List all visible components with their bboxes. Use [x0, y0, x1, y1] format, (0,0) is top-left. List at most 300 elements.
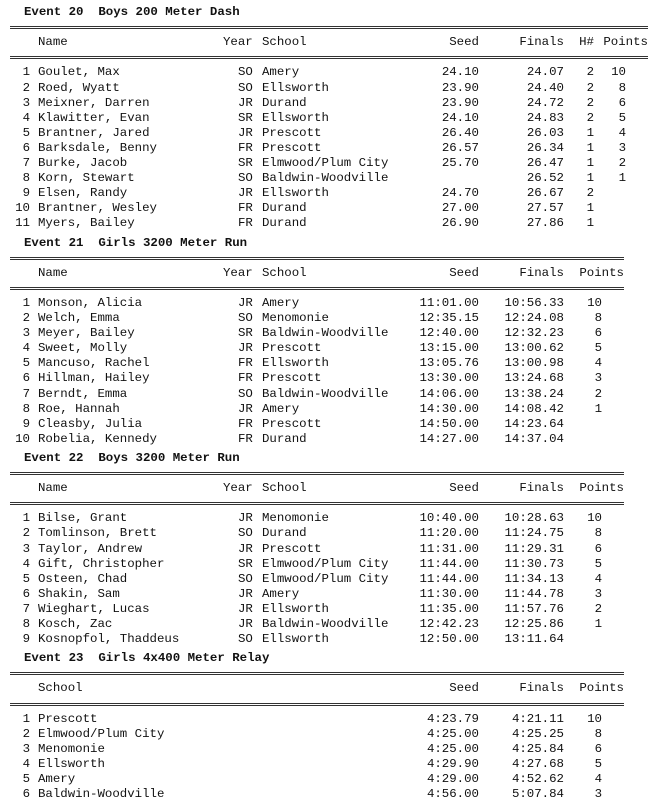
points: 5: [594, 756, 602, 771]
points: 2: [618, 156, 626, 170]
seed-time: 11:30.00: [419, 586, 479, 601]
athlete-name: Goulet, Max: [38, 65, 120, 80]
double-rule: [10, 26, 648, 29]
year: JR: [238, 617, 253, 631]
seed-time: 4:25.00: [426, 741, 479, 756]
header-finals: Finals: [519, 481, 564, 496]
place: 4: [22, 110, 30, 125]
points: 5: [594, 341, 602, 356]
table-row: [0, 402, 655, 417]
heat: 2: [586, 80, 594, 95]
school: Ellsworth: [262, 632, 329, 647]
finals-time: 27.57: [526, 201, 564, 216]
header-points: Points: [579, 265, 624, 280]
school: Elmwood/Plum City: [262, 571, 389, 586]
seed-time: 4:23.79: [426, 711, 479, 726]
points: 4: [594, 356, 602, 371]
year: SO: [238, 65, 253, 80]
school: Elmwood/Plum City: [38, 726, 165, 741]
school: Amery: [262, 65, 300, 80]
athlete-name: Meyer, Bailey: [38, 326, 135, 341]
athlete-name: Kosch, Zac: [38, 617, 113, 631]
seed-time: 25.70: [441, 156, 479, 170]
header-year: Year: [223, 35, 253, 50]
athlete-name: Burke, Jacob: [38, 156, 128, 170]
place: 8: [22, 401, 30, 416]
seed-time: 12:35.15: [419, 311, 479, 325]
points: 8: [618, 80, 626, 95]
table-row: [0, 387, 655, 402]
place: 5: [22, 356, 30, 371]
place: 8: [22, 171, 30, 186]
year: JR: [238, 511, 253, 526]
points: 1: [594, 401, 602, 416]
points: 3: [618, 140, 626, 155]
points: 8: [594, 726, 602, 741]
table-row: [0, 542, 655, 557]
place: 9: [22, 186, 30, 201]
seed-time: 4:25.00: [426, 726, 479, 741]
seed-time: 14:30.00: [419, 401, 479, 416]
year: SO: [238, 386, 253, 401]
athlete-name: Roed, Wyatt: [38, 80, 120, 95]
athlete-name: Berndt, Emma: [38, 386, 128, 401]
header-school: School: [262, 35, 307, 50]
double-rule: [10, 472, 624, 475]
table-row: [0, 557, 655, 572]
header-points: Points: [603, 35, 648, 50]
athlete-name: Bilse, Grant: [38, 511, 128, 526]
athlete-name: Brantner, Wesley: [38, 201, 157, 216]
seed-time: 27.00: [441, 201, 479, 216]
school: Baldwin-Woodville: [262, 326, 389, 341]
points: 8: [594, 526, 602, 541]
points: 5: [618, 110, 626, 125]
header-year: Year: [223, 481, 253, 496]
school: Prescott: [262, 140, 322, 155]
athlete-name: Robelia, Kennedy: [38, 431, 157, 446]
place: 3: [22, 326, 30, 341]
header-school: School: [262, 265, 307, 280]
school: Menomonie: [38, 741, 105, 756]
seed-time: 26.40: [441, 125, 479, 140]
points: 3: [594, 371, 602, 386]
points: 10: [587, 711, 602, 726]
seed-time: 4:56.00: [426, 787, 479, 802]
points: 4: [618, 125, 626, 140]
finals-time: 26.03: [526, 125, 564, 140]
table-row: [0, 311, 655, 326]
year: SO: [238, 526, 253, 541]
table-row: [0, 171, 655, 186]
column-header-row: [0, 681, 655, 696]
school: Durand: [262, 201, 307, 216]
finals-time: 12:32.23: [504, 326, 564, 341]
athlete-name: Elsen, Randy: [38, 186, 128, 201]
heat: 1: [586, 201, 594, 216]
place: 9: [22, 416, 30, 431]
year: JR: [238, 541, 253, 556]
school: Durand: [262, 95, 307, 110]
year: JR: [238, 95, 253, 110]
school: Prescott: [262, 125, 322, 140]
athlete-name: Brantner, Jared: [38, 125, 150, 140]
finals-time: 5:07.84: [511, 787, 564, 802]
header-name: Name: [38, 35, 68, 50]
seed-time: 24.10: [441, 110, 479, 125]
place: 7: [22, 386, 30, 401]
table-row: [0, 526, 655, 541]
table-row: [0, 712, 655, 727]
finals-time: 13:11.64: [504, 632, 564, 647]
athlete-name: Mancuso, Rachel: [38, 356, 150, 371]
points: 3: [594, 787, 602, 802]
athlete-name: Kosnopfol, Thaddeus: [38, 632, 180, 647]
finals-time: 11:34.13: [504, 571, 564, 586]
finals-time: 11:57.76: [504, 601, 564, 616]
table-row: [0, 141, 655, 156]
athlete-name: Osteen, Chad: [38, 571, 128, 586]
finals-time: 14:08.42: [504, 401, 564, 416]
double-rule: [10, 502, 624, 505]
finals-time: 24.07: [526, 65, 564, 80]
school: Baldwin-Woodville: [262, 171, 389, 186]
school: Prescott: [262, 541, 322, 556]
finals-time: 4:27.68: [511, 756, 564, 771]
points: 5: [594, 556, 602, 571]
table-row: [0, 296, 655, 311]
finals-time: 14:37.04: [504, 431, 564, 446]
athlete-name: Sweet, Molly: [38, 341, 128, 356]
seed-time: 24.70: [441, 186, 479, 201]
year: SR: [238, 326, 253, 341]
table-row: [0, 186, 655, 201]
finals-time: 10:56.33: [504, 295, 564, 310]
year: FR: [238, 216, 253, 231]
year: FR: [238, 140, 253, 155]
event-title: Event 20 Boys 200 Meter Dash: [24, 5, 240, 19]
points: 4: [594, 772, 602, 786]
seed-time: 14:06.00: [419, 386, 479, 401]
year: FR: [238, 356, 253, 371]
seed-time: 12:50.00: [419, 632, 479, 647]
table-row: [0, 201, 655, 216]
school: Ellsworth: [38, 756, 105, 771]
place: 3: [22, 741, 30, 756]
seed-time: 12:40.00: [419, 326, 479, 341]
place: 6: [22, 586, 30, 601]
place: 2: [22, 311, 30, 325]
athlete-name: Gift, Christopher: [38, 556, 165, 571]
table-row: [0, 602, 655, 617]
year: FR: [238, 201, 253, 216]
finals-time: 4:21.11: [511, 711, 564, 726]
seed-time: 23.90: [441, 95, 479, 110]
points: 1: [594, 617, 602, 631]
table-row: [0, 617, 655, 632]
school: Menomonie: [262, 311, 329, 325]
athlete-name: Korn, Stewart: [38, 171, 135, 186]
school: Elmwood/Plum City: [262, 156, 389, 170]
seed-time: 12:42.23: [419, 617, 479, 631]
finals-time: 13:00.62: [504, 341, 564, 356]
finals-time: 27.86: [526, 216, 564, 231]
double-rule: [10, 672, 624, 675]
finals-time: 11:30.73: [504, 556, 564, 571]
seed-time: 26.90: [441, 216, 479, 231]
points: 8: [594, 311, 602, 325]
athlete-name: Cleasby, Julia: [38, 416, 143, 431]
year: JR: [238, 295, 253, 310]
school: Ellsworth: [262, 80, 329, 95]
school: Baldwin-Woodville: [262, 617, 389, 631]
place: 1: [22, 295, 30, 310]
table-row: [0, 65, 655, 80]
finals-time: 24.40: [526, 80, 564, 95]
table-row: [0, 341, 655, 356]
header-name: Name: [38, 481, 68, 496]
finals-time: 26.47: [526, 156, 564, 170]
points: 4: [594, 571, 602, 586]
place: 8: [22, 617, 30, 631]
year: JR: [238, 586, 253, 601]
points: 2: [594, 386, 602, 401]
seed-time: 11:44.00: [419, 556, 479, 571]
seed-time: 4:29.90: [426, 756, 479, 771]
seed-time: 4:29.00: [426, 772, 479, 786]
double-rule: [10, 703, 624, 706]
points: 10: [587, 511, 602, 526]
seed-time: 26.57: [441, 140, 479, 155]
table-row: [0, 632, 655, 647]
double-rule: [10, 287, 624, 290]
school: Ellsworth: [262, 356, 329, 371]
table-row: [0, 156, 655, 171]
heat: 1: [586, 125, 594, 140]
points: 6: [594, 741, 602, 756]
heat: 2: [586, 110, 594, 125]
finals-time: 11:44.78: [504, 586, 564, 601]
header-name: Name: [38, 265, 68, 280]
place: 4: [22, 756, 30, 771]
athlete-name: Taylor, Andrew: [38, 541, 143, 556]
header-finals: Finals: [519, 681, 564, 696]
finals-time: 11:24.75: [504, 526, 564, 541]
heat: 2: [586, 95, 594, 110]
school: Amery: [38, 772, 76, 786]
year: JR: [238, 186, 253, 201]
finals-time: 14:23.64: [504, 416, 564, 431]
table-row: [0, 432, 655, 447]
school: Prescott: [262, 341, 322, 356]
table-row: [0, 742, 655, 757]
header-school: School: [38, 681, 83, 696]
points: 2: [594, 601, 602, 616]
heat: 1: [586, 140, 594, 155]
header-seed: Seed: [449, 35, 479, 50]
year: FR: [238, 371, 253, 386]
place: 5: [22, 772, 30, 786]
school: Ellsworth: [262, 601, 329, 616]
event-title: Event 23 Girls 4x400 Meter Relay: [24, 651, 270, 666]
finals-time: 4:52.62: [511, 772, 564, 786]
school: Prescott: [262, 371, 322, 386]
place: 6: [22, 371, 30, 386]
athlete-name: Roe, Hannah: [38, 401, 120, 416]
finals-time: 4:25.25: [511, 726, 564, 741]
seed-time: 11:01.00: [419, 295, 479, 310]
school: Amery: [262, 401, 300, 416]
place: 6: [22, 787, 30, 802]
school: Baldwin-Woodville: [262, 386, 389, 401]
year: JR: [238, 601, 253, 616]
place: 1: [22, 711, 30, 726]
year: SR: [238, 556, 253, 571]
header-seed: Seed: [449, 481, 479, 496]
finals-time: 13:38.24: [504, 386, 564, 401]
school: Baldwin-Woodville: [38, 787, 165, 802]
year: SO: [238, 171, 253, 186]
seed-time: 13:15.00: [419, 341, 479, 356]
school: Amery: [262, 586, 300, 601]
year: FR: [238, 431, 253, 446]
year: JR: [238, 401, 253, 416]
athlete-name: Tomlinson, Brett: [38, 526, 157, 541]
points: 6: [594, 326, 602, 341]
table-row: [0, 126, 655, 141]
year: SR: [238, 110, 253, 125]
seed-time: 14:27.00: [419, 431, 479, 446]
athlete-name: Hillman, Hailey: [38, 371, 150, 386]
school: Ellsworth: [262, 110, 329, 125]
place: 2: [22, 80, 30, 95]
seed-time: 14:50.00: [419, 416, 479, 431]
header-finals: Finals: [519, 265, 564, 280]
year: SO: [238, 80, 253, 95]
seed-time: 11:44.00: [419, 571, 479, 586]
finals-time: 13:24.68: [504, 371, 564, 386]
heat: 2: [586, 186, 594, 201]
double-rule: [10, 257, 624, 260]
place: 1: [22, 65, 30, 80]
table-row: [0, 727, 655, 742]
header-points: Points: [579, 481, 624, 496]
points: 6: [618, 95, 626, 110]
header-school: School: [262, 481, 307, 496]
finals-time: 24.83: [526, 110, 564, 125]
year: FR: [238, 416, 253, 431]
place: 10: [15, 201, 30, 216]
heat: 1: [586, 216, 594, 231]
finals-time: 26.34: [526, 140, 564, 155]
seed-time: 13:30.00: [419, 371, 479, 386]
table-row: [0, 787, 655, 802]
athlete-name: Welch, Emma: [38, 311, 120, 325]
place: 7: [22, 156, 30, 170]
finals-time: 12:24.08: [504, 311, 564, 325]
table-row: [0, 96, 655, 111]
heat: 1: [586, 156, 594, 170]
finals-time: 12:25.86: [504, 617, 564, 631]
place: 2: [22, 526, 30, 541]
year: SO: [238, 632, 253, 647]
header-seed: Seed: [449, 265, 479, 280]
school: Prescott: [38, 711, 98, 726]
place: 3: [22, 541, 30, 556]
place: 7: [22, 601, 30, 616]
seed-time: 24.10: [441, 65, 479, 80]
finals-time: 4:25.84: [511, 741, 564, 756]
seed-time: 13:05.76: [419, 356, 479, 371]
seed-time: 11:31.00: [419, 541, 479, 556]
year: SR: [238, 156, 253, 170]
event-title: Event 22 Boys 3200 Meter Run: [24, 450, 240, 465]
header-year: Year: [223, 265, 253, 280]
points: 6: [594, 541, 602, 556]
table-row: [0, 371, 655, 386]
table-row: [0, 587, 655, 602]
column-header-row: [0, 481, 655, 496]
finals-time: 24.72: [526, 95, 564, 110]
school: Prescott: [262, 416, 322, 431]
table-row: [0, 356, 655, 371]
double-rule: [10, 56, 648, 59]
header-points: Points: [579, 681, 624, 696]
place: 5: [22, 125, 30, 140]
finals-time: 11:29.31: [504, 541, 564, 556]
header-seed: Seed: [449, 681, 479, 696]
place: 3: [22, 95, 30, 110]
place: 1: [22, 511, 30, 526]
school: Amery: [262, 295, 300, 310]
finals-time: 13:00.98: [504, 356, 564, 371]
year: SO: [238, 311, 253, 325]
table-row: [0, 111, 655, 126]
year: SO: [238, 571, 253, 586]
points: 3: [594, 586, 602, 601]
table-row: [0, 326, 655, 341]
points: 10: [611, 65, 626, 80]
athlete-name: Barksdale, Benny: [38, 140, 157, 155]
athlete-name: Myers, Bailey: [38, 216, 135, 231]
column-header-row: [0, 266, 655, 281]
place: 2: [22, 726, 30, 741]
table-row: [0, 81, 655, 96]
place: 5: [22, 571, 30, 586]
year: JR: [238, 341, 253, 356]
place: 6: [22, 140, 30, 155]
place: 4: [22, 341, 30, 356]
school: Ellsworth: [262, 186, 329, 201]
header-heat: H#: [579, 35, 594, 50]
athlete-name: Monson, Alicia: [38, 295, 143, 310]
table-row: [0, 772, 655, 787]
table-row: [0, 511, 655, 526]
athlete-name: Meixner, Darren: [38, 95, 150, 110]
school: Durand: [262, 526, 307, 541]
seed-time: 11:20.00: [419, 526, 479, 541]
finals-time: 26.67: [526, 186, 564, 201]
seed-time: 11:35.00: [419, 601, 479, 616]
athlete-name: Shakin, Sam: [38, 586, 120, 601]
heat: 2: [586, 65, 594, 80]
place: 11: [15, 216, 30, 231]
table-row: [0, 572, 655, 587]
column-header-row: [0, 35, 655, 50]
place: 4: [22, 556, 30, 571]
place: 9: [22, 632, 30, 647]
points: 10: [587, 295, 602, 310]
